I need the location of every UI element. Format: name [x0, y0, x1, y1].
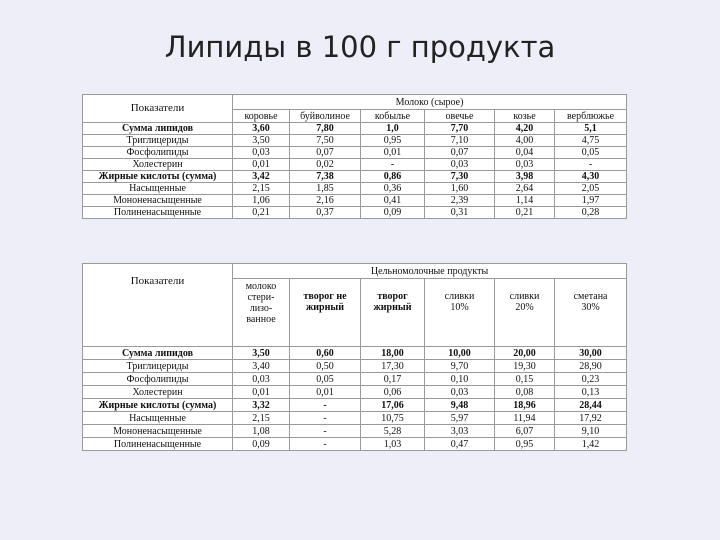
dairy-products-lipids-table — [82, 263, 627, 451]
column-header — [290, 279, 361, 347]
value-cell: 0,09 — [233, 438, 290, 451]
value-cell: 0,03 — [425, 159, 495, 171]
value-cell: 0,03 — [495, 159, 555, 171]
value-cell: - — [361, 159, 425, 171]
column-header-line: стери- — [247, 292, 275, 303]
header-row — [83, 95, 627, 110]
column-header: коровье — [233, 110, 290, 123]
row-label: Фосфолипиды — [83, 147, 233, 159]
value-cell: 2,15 — [233, 412, 290, 425]
value-cell: 7,80 — [290, 123, 361, 135]
value-cell: 0,01 — [233, 386, 290, 399]
value-cell: 0,28 — [555, 207, 627, 219]
column-header — [361, 279, 425, 347]
column-header — [555, 279, 627, 347]
value-cell: 7,10 — [425, 135, 495, 147]
value-cell: 5,1 — [555, 123, 627, 135]
value-cell: 3,03 — [425, 425, 495, 438]
column-header: козье — [495, 110, 555, 123]
value-cell: 0,07 — [290, 147, 361, 159]
value-cell: 0,31 — [425, 207, 495, 219]
column-header — [425, 279, 495, 347]
column-header-line: жирный — [373, 302, 412, 313]
value-cell: 1,06 — [233, 195, 290, 207]
row-label: Холестерин — [83, 159, 233, 171]
value-cell: 3,42 — [233, 171, 290, 183]
row-label: Триглицериды — [83, 135, 233, 147]
value-cell: 1,0 — [361, 123, 425, 135]
value-cell: - — [290, 438, 361, 451]
value-cell: 0,08 — [495, 386, 555, 399]
value-cell: 3,98 — [495, 171, 555, 183]
value-cell: 0,06 — [361, 386, 425, 399]
value-cell: 1,14 — [495, 195, 555, 207]
value-cell: 0,21 — [233, 207, 290, 219]
table-row — [83, 159, 627, 171]
table-row — [83, 399, 627, 412]
value-cell: 0,50 — [290, 360, 361, 373]
value-cell: 0,95 — [495, 438, 555, 451]
value-cell: 0,23 — [555, 373, 627, 386]
row-label: Насыщенные — [83, 183, 233, 195]
table-row — [83, 183, 627, 195]
value-cell: 17,92 — [555, 412, 627, 425]
value-cell: 0,03 — [425, 386, 495, 399]
column-header-line: 10% — [450, 302, 469, 313]
group-header-cell: Молоко (сырое) — [233, 95, 627, 110]
column-header: верблюжье — [555, 110, 627, 123]
value-cell: 0,03 — [233, 373, 290, 386]
table-row — [83, 386, 627, 399]
value-cell: 4,30 — [555, 171, 627, 183]
column-header: кобылье — [361, 110, 425, 123]
value-cell: 1,42 — [555, 438, 627, 451]
value-cell: 2,64 — [495, 183, 555, 195]
value-cell: 0,15 — [495, 373, 555, 386]
row-label: Фосфолипиды — [83, 373, 233, 386]
row-header-cell — [83, 264, 233, 347]
value-cell: 5,97 — [425, 412, 495, 425]
column-header: буйволиное — [290, 110, 361, 123]
value-cell: 3,32 — [233, 399, 290, 412]
value-cell: 10,00 — [425, 347, 495, 360]
value-cell: 1,03 — [361, 438, 425, 451]
slide-title: Липиды в 100 г продукта — [164, 30, 556, 64]
table-row — [83, 207, 627, 219]
row-label: Жирные кислоты (сумма) — [83, 171, 233, 183]
value-cell: 20,00 — [495, 347, 555, 360]
value-cell: 9,48 — [425, 399, 495, 412]
table-row — [83, 171, 627, 183]
value-cell: 0,13 — [555, 386, 627, 399]
value-cell: 0,37 — [290, 207, 361, 219]
row-label: Полиненасыщенные — [83, 207, 233, 219]
value-cell: 19,30 — [495, 360, 555, 373]
value-cell: 3,60 — [233, 123, 290, 135]
value-cell: 2,39 — [425, 195, 495, 207]
value-cell: 7,30 — [425, 171, 495, 183]
table-row — [83, 195, 627, 207]
value-cell: 0,03 — [233, 147, 290, 159]
value-cell: 1,60 — [425, 183, 495, 195]
row-label: Холестерин — [83, 386, 233, 399]
table-row — [83, 373, 627, 386]
value-cell: 0,09 — [361, 207, 425, 219]
row-label: Насыщенные — [83, 412, 233, 425]
value-cell: 0,47 — [425, 438, 495, 451]
row-label: Полиненасыщенные — [83, 438, 233, 451]
row-label: Сумма липидов — [83, 123, 233, 135]
value-cell: 4,00 — [495, 135, 555, 147]
column-header-line: ванное — [246, 314, 276, 325]
group-header-cell: Цельномолочные продукты — [233, 264, 627, 279]
table-row — [83, 135, 627, 147]
row-label: Мононенасыщенные — [83, 195, 233, 207]
value-cell: 1,08 — [233, 425, 290, 438]
value-cell: 0,41 — [361, 195, 425, 207]
column-header — [233, 279, 290, 347]
value-cell: 5,28 — [361, 425, 425, 438]
value-cell: 4,75 — [555, 135, 627, 147]
value-cell: 28,90 — [555, 360, 627, 373]
value-cell: 0,95 — [361, 135, 425, 147]
value-cell: 7,50 — [290, 135, 361, 147]
value-cell: 7,38 — [290, 171, 361, 183]
value-cell: 1,97 — [555, 195, 627, 207]
value-cell: 17,06 — [361, 399, 425, 412]
value-cell: 18,00 — [361, 347, 425, 360]
value-cell: 2,05 — [555, 183, 627, 195]
row-header-cell: Показатели — [83, 95, 233, 123]
value-cell: 6,07 — [495, 425, 555, 438]
column-header-line: молоко — [245, 281, 277, 292]
value-cell: 28,44 — [555, 399, 627, 412]
value-cell: 3,50 — [233, 347, 290, 360]
value-cell: 30,00 — [555, 347, 627, 360]
column-header-line: сливки — [444, 291, 475, 302]
value-cell: - — [290, 412, 361, 425]
table-row — [83, 123, 627, 135]
value-cell: 7,70 — [425, 123, 495, 135]
column-header-line: лизо- — [249, 303, 273, 314]
column-header — [495, 279, 555, 347]
value-cell: 0,04 — [495, 147, 555, 159]
value-cell: 11,94 — [495, 412, 555, 425]
header-row — [83, 264, 627, 279]
value-cell: 0,21 — [495, 207, 555, 219]
milk-lipids-table — [82, 94, 627, 219]
value-cell: 3,40 — [233, 360, 290, 373]
value-cell: 0,02 — [290, 159, 361, 171]
column-header-line: сметана — [573, 291, 608, 302]
column-header-line: жирный — [306, 302, 344, 313]
column-header-line: 20% — [515, 302, 534, 313]
table-row — [83, 360, 627, 373]
value-cell: 0,01 — [290, 386, 361, 399]
value-cell: 0,60 — [290, 347, 361, 360]
value-cell: 0,36 — [361, 183, 425, 195]
row-label: Жирные кислоты (сумма) — [83, 399, 233, 412]
value-cell: - — [290, 425, 361, 438]
column-header-line: 30% — [581, 302, 600, 313]
row-header-label: Показатели — [130, 275, 185, 287]
column-header-line: творог не — [303, 291, 347, 302]
value-cell: 0,01 — [361, 147, 425, 159]
value-cell: - — [555, 159, 627, 171]
row-label: Сумма липидов — [83, 347, 233, 360]
table-row — [83, 438, 627, 451]
value-cell: 4,20 — [495, 123, 555, 135]
value-cell: 0,05 — [555, 147, 627, 159]
column-header-line: сливки — [509, 291, 540, 302]
table-row — [83, 147, 627, 159]
value-cell: 0,10 — [425, 373, 495, 386]
value-cell: 9,10 — [555, 425, 627, 438]
value-cell: 0,01 — [233, 159, 290, 171]
row-label: Триглицериды — [83, 360, 233, 373]
column-header-line: творог — [377, 291, 408, 302]
table-row — [83, 425, 627, 438]
value-cell: - — [290, 399, 361, 412]
value-cell: 3,50 — [233, 135, 290, 147]
value-cell: 2,15 — [233, 183, 290, 195]
value-cell: 17,30 — [361, 360, 425, 373]
value-cell: 9,70 — [425, 360, 495, 373]
value-cell: 18,96 — [495, 399, 555, 412]
row-label: Мононенасыщенные — [83, 425, 233, 438]
table-row — [83, 347, 627, 360]
value-cell: 0,07 — [425, 147, 495, 159]
value-cell: 2,16 — [290, 195, 361, 207]
column-header: овечье — [425, 110, 495, 123]
value-cell: 0,17 — [361, 373, 425, 386]
table-row — [83, 412, 627, 425]
value-cell: 10,75 — [361, 412, 425, 425]
value-cell: 0,86 — [361, 171, 425, 183]
value-cell: 1,85 — [290, 183, 361, 195]
value-cell: 0,05 — [290, 373, 361, 386]
